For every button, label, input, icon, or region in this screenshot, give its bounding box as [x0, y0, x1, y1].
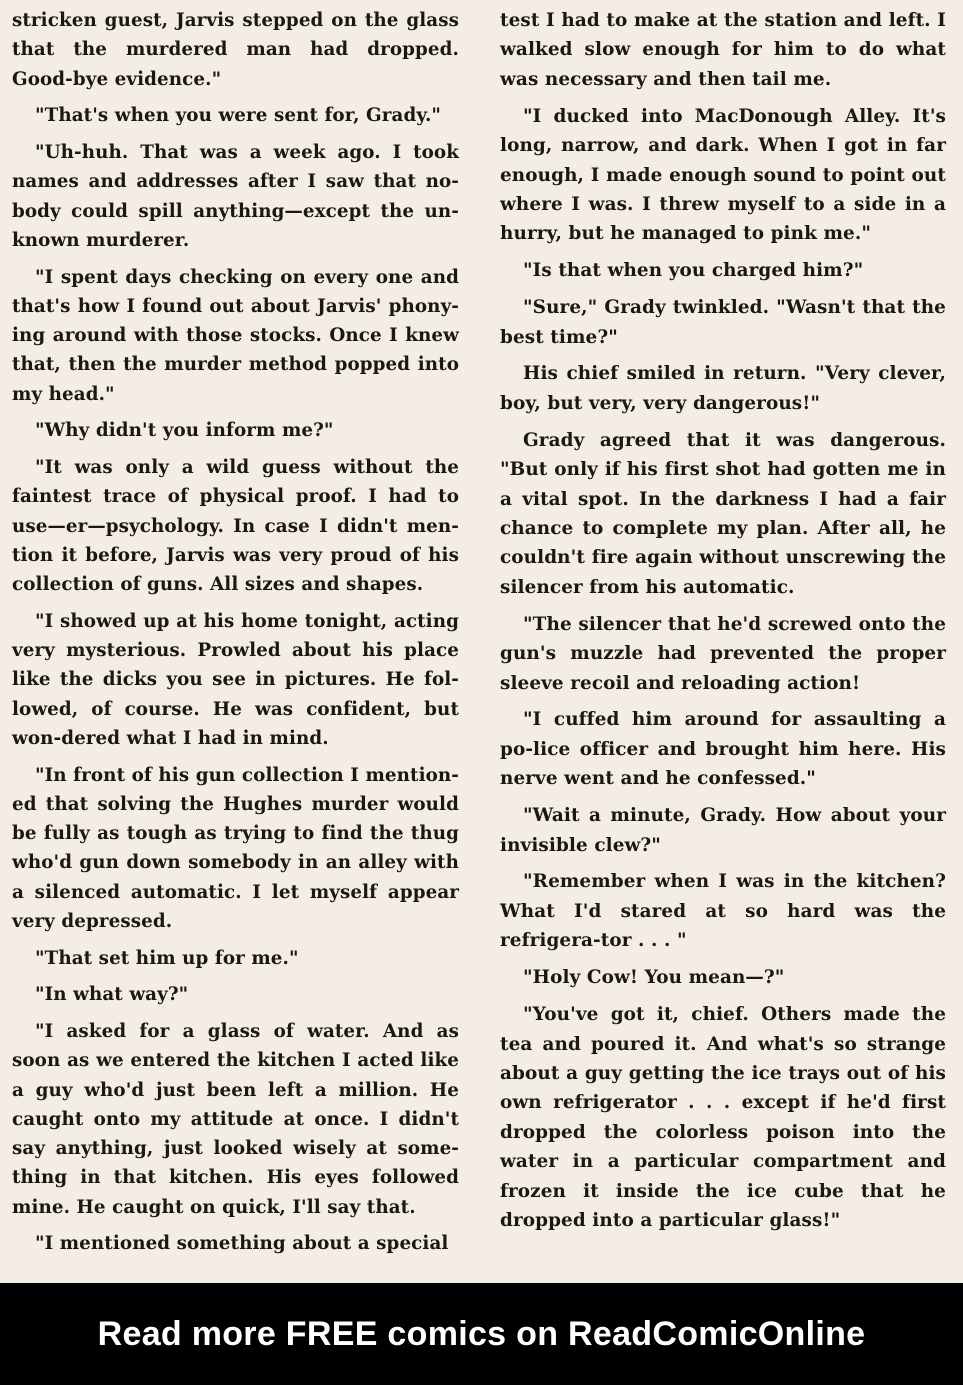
promo-banner[interactable]: [0, 1283, 963, 1385]
paragraph: "I mentioned something about a special: [35, 1233, 449, 1255]
paragraph: test I had to make at the station and left. I walked slow enough for him to do what was necessary and then tail me.: [500, 10, 946, 90]
paragraph: "In front of his gun collection I mention-ed that solving the Hughes murder would be fully as tough as trying to find the thug who'd gun down somebody in an alley with a silenced automatic. I let myself appear very depressed.: [12, 764, 459, 932]
paragraph: stricken guest, Jarvis stepped on the glass that the murdered man had dropped. Good-bye evidence.": [12, 10, 459, 90]
promo-banner-text[interactable]: Read more FREE comics on ReadComicOnline: [97, 1314, 866, 1353]
paragraph: "In what way?": [35, 984, 189, 1006]
paragraph: "I asked for a glass of water. And as soon as we entered the kitchen I acted like a guy who'd just been left a million. He caught onto my attitude at once. I didn't say anything, just looked wisely at some-thing in that kitchen. His eyes followed mine. He caught on quick, I'll say that.: [12, 1021, 459, 1218]
paragraph: "Is that when you charged him?": [523, 260, 864, 282]
paragraph: His chief smiled in return. "Very clever, boy, but very, very dangerous!": [500, 363, 946, 414]
paragraph: "Holy Cow! You mean—?": [523, 967, 785, 989]
paragraph: "I cuffed him around for assaulting a po-lice officer and brought him here. His nerve went and he confessed.": [500, 709, 946, 790]
paragraph: "That's when you were sent for, Grady.": [35, 105, 442, 127]
paragraph: "The silencer that he'd screwed onto the gun's muzzle had prevented the proper sleeve recoil and reloading action!: [500, 613, 946, 694]
paragraph: "Remember when I was in the kitchen? What I'd stared at so hard was the refrigera-tor . . . ": [500, 871, 946, 952]
paragraph: "Why didn't you inform me?": [35, 420, 334, 442]
paragraph: Grady agreed that it was dangerous. "But only if his first shot had gotten me in a vital spot. In the darkness I had a fair chance to complete my plan. After all, he couldn't fire again without unscrewing the silencer from his automatic.: [500, 429, 946, 598]
paragraph: "I showed up at his home tonight, acting very mysterious. Prowled about his place like the dicks you see in pictures. He fol-lowed, of course. He was confident, but won-dered what I had in mind.: [12, 610, 459, 749]
paragraph: "It was only a wild guess without the faintest trace of physical proof. I had to use—er—psychology. In case I didn't men-tion it before, Jarvis was very proud of his collection of guns. All sizes and shapes.: [12, 457, 459, 595]
paragraph: "Sure," Grady twinkled. "Wasn't that the best time?": [500, 297, 946, 348]
paragraph: "Uh-huh. That was a week ago. I took names and addresses after I saw that no-body could spill anything—except the un-known murderer.: [12, 142, 459, 251]
paragraph: "I spent days checking on every one and that's how I found out about Jarvis' phony-ing around with those stocks. Once I knew that, then the murder method popped into my head.": [12, 266, 459, 405]
paragraph: "I ducked into MacDonough Alley. It's long, narrow, and dark. When I got in far enough, I made enough sound to point out where I was. I threw myself to a side in a hurry, but he managed to pink me.": [500, 105, 946, 245]
left-text-column: [12, 6, 459, 1266]
paragraph: "You've got it, chief. Others made the tea and poured it. And what's so strange about a guy getting the ice trays out of his own refrigerator . . . except if he'd first dropped the colorless poison into the water in a particular compartment and frozen it inside the ice cube that he dropped into a particular glass!": [500, 1004, 946, 1231]
right-text-column: [500, 6, 946, 1243]
paragraph: "That set him up for me.": [35, 947, 299, 969]
paragraph: "Wait a minute, Grady. How about your invisible clew?": [500, 805, 946, 856]
